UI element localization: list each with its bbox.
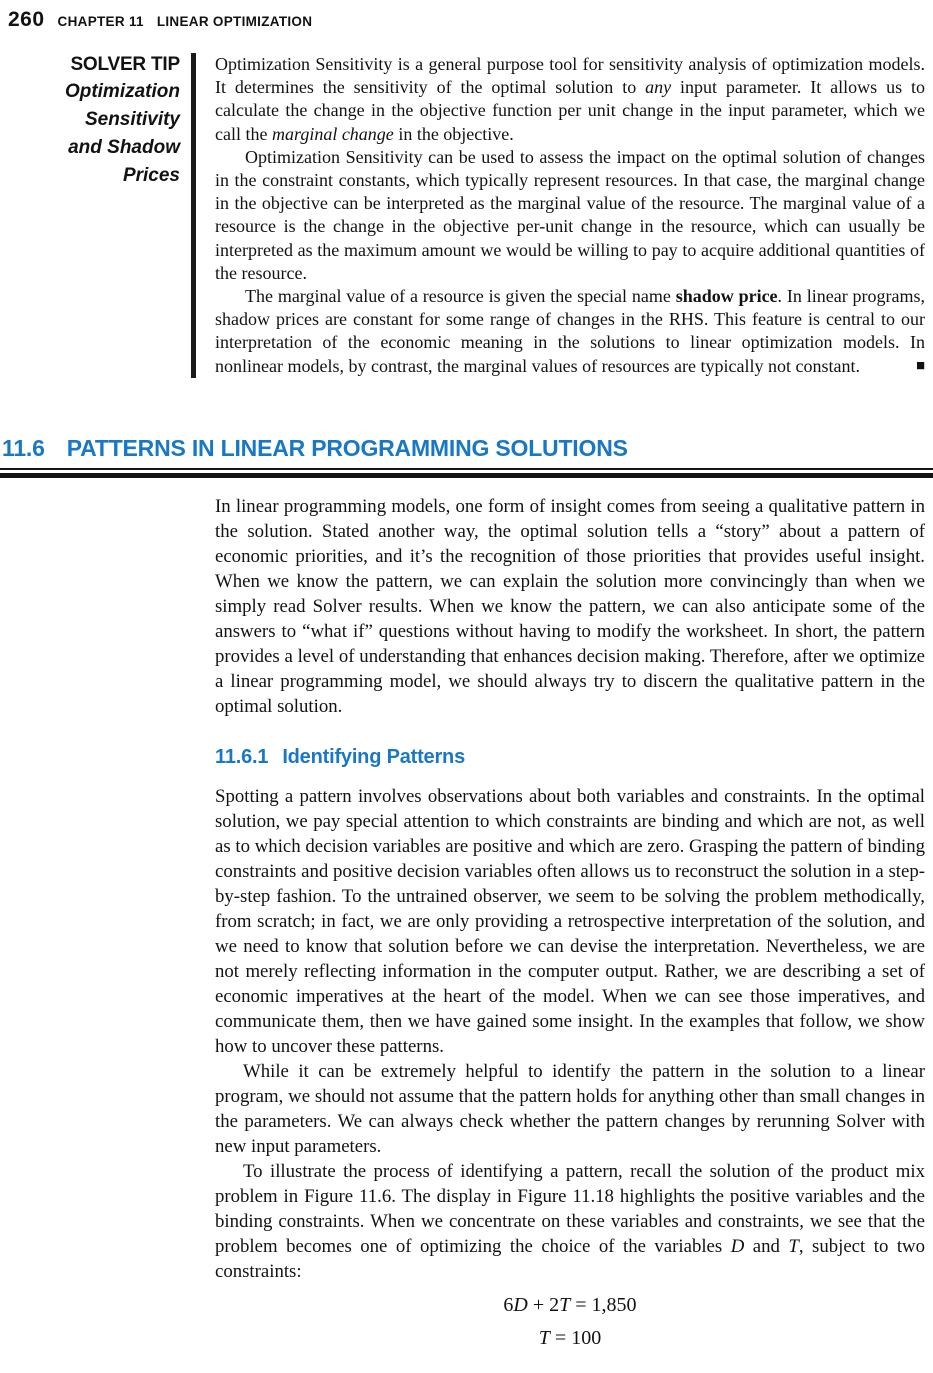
variable-D: D xyxy=(513,1293,528,1316)
tip-text: The marginal value of a resource is given the special name xyxy=(245,286,676,307)
variable-T: T xyxy=(788,1235,799,1257)
section-rule-thick xyxy=(0,473,933,478)
equation-text: + 2 xyxy=(527,1293,560,1316)
subsection-heading xyxy=(215,746,925,769)
body-text: and xyxy=(744,1235,789,1257)
tip-vertical-rule xyxy=(191,53,196,378)
tip-bold-term: shadow price xyxy=(675,286,778,307)
equation-text: 6 xyxy=(503,1293,514,1316)
body-text: To illustrate the process of identifying a pattern, recall the solution of the product mix problem in Figure 11.6. The display in Figure 11.18 highlights the positive variables and the binding constraints. When we concentrate on these variables and constraints, we see that the problem becomes one of optimizing the choice of the variables xyxy=(215,1160,925,1257)
section-rule-thin xyxy=(0,468,933,470)
solver-tip-body xyxy=(215,53,925,378)
tip-text: Optimization Sensitivity is a general purpose tool for sensitivity analysis of optimization models. It determines the sensitivity of the optimal solution to xyxy=(215,54,925,98)
solver-tip-label-column xyxy=(55,53,180,378)
section-paragraph-1: In linear programming models, one form of insight comes from seeing a qualitative pattern in the solution. Stated another way, the optimal solution tells a “story” about a pattern of economic priorities, and it’s the recognition of those priorities that provides useful insight. When we know the pattern, we can explain the solution more convincingly than when we simply read Solver results. When we know the pattern, we can also anticipate some of the answers to “what if” questions without having to modify the worksheet. In short, the pattern provides a level of understanding that enhances decision making. Therefore, after we optimize a linear programming model, we should always try to discern the qualitative pattern in the optimal solution. xyxy=(215,495,925,717)
chapter-label: CHAPTER 11 xyxy=(57,14,144,29)
subsection-paragraph-1: Spotting a pattern involves observations about both variables and constraints. In the optimal solution, we pay special attention to which constraints are binding and which are not, as well as to which decision variables are positive and which are zero. Grasping the pattern of binding constraints and positive decision variables often allows us to reconstruct the solution in a step-by-step fashion. To the untrained observer, we seem to be solving the problem methodically, from scratch; in fact, we are only providing a retrospective interpretation of the solution, and we need to know that solution before we can devise the interpretation. Nevertheless, we are not merely reflecting information in the computer output. Rather, we are describing a set of economic imperatives at the heart of the model. When we can see those imperatives, and communicate them, then we have gained some insight. In the examples that follow, we show how to uncover these patterns. xyxy=(215,785,925,1057)
variable-T: T xyxy=(538,1326,550,1349)
variable-D: D xyxy=(730,1235,745,1257)
solver-tip-box xyxy=(55,53,933,378)
page-header xyxy=(0,0,933,32)
page-number: 260 xyxy=(8,8,45,31)
solver-tip-title: Optimization Sensitivity and Shadow Prices xyxy=(64,81,180,186)
main-text-column xyxy=(215,494,925,1350)
equation-2 xyxy=(215,1326,925,1350)
equation-1 xyxy=(215,1293,925,1317)
equation-text: = 100 xyxy=(549,1326,602,1349)
subsection-paragraph-3 xyxy=(215,1159,925,1284)
body-text: , subject to two constraints: xyxy=(215,1235,925,1282)
tip-paragraph-1 xyxy=(215,53,925,146)
section-heading xyxy=(2,435,933,462)
chapter-title: LINEAR OPTIMIZATION xyxy=(156,14,313,29)
subsection-title: Identifying Patterns xyxy=(282,745,466,768)
tip-emphasis: marginal change xyxy=(271,123,394,144)
solver-tip-label: SOLVER TIP xyxy=(70,54,180,75)
tip-text: in the objective. xyxy=(393,123,514,144)
variable-T: T xyxy=(559,1293,571,1316)
end-of-tip-square-icon: ■ xyxy=(915,357,925,374)
subsection-paragraph-2: While it can be extremely helpful to identify the pattern in the solution to a linear program, we should not assume that the pattern holds for anything other than small changes in the parameters. We can always check whether the pattern changes by rerunning Solver with new input parameters. xyxy=(215,1060,925,1157)
tip-emphasis: any xyxy=(645,77,672,98)
section-title: PATTERNS IN LINEAR PROGRAMMING SOLUTIONS xyxy=(66,434,628,461)
equation-text: = 1,850 xyxy=(570,1293,637,1316)
tip-text: . In linear programs, shadow prices are constant for some range of changes in the RHS. This feature is central to our interpretation of the economic meaning in the solutions to linear optimization models. In nonlinear models, by contrast, the marginal values of resources are typically not constant. xyxy=(215,286,926,376)
tip-paragraph-3 xyxy=(215,285,925,378)
tip-paragraph-2: Optimization Sensitivity can be used to assess the impact on the optimal solution of changes in the constraint constants, which typically represent resources. In that case, the marginal change in the objective can be interpreted as the marginal value of the resource. The marginal value of a resource is the change in the objective per-unit change in the resource, which can usually be interpreted as the maximum amount we would be willing to pay to acquire additional quantities of the resource. xyxy=(215,146,925,283)
subsection-number: 11.6.1 xyxy=(215,745,269,768)
section-number: 11.6 xyxy=(2,434,45,461)
tip-text: input parameter. It allows us to calculate the change in the objective function per unit change in the input parameter, which we call the xyxy=(215,77,925,144)
